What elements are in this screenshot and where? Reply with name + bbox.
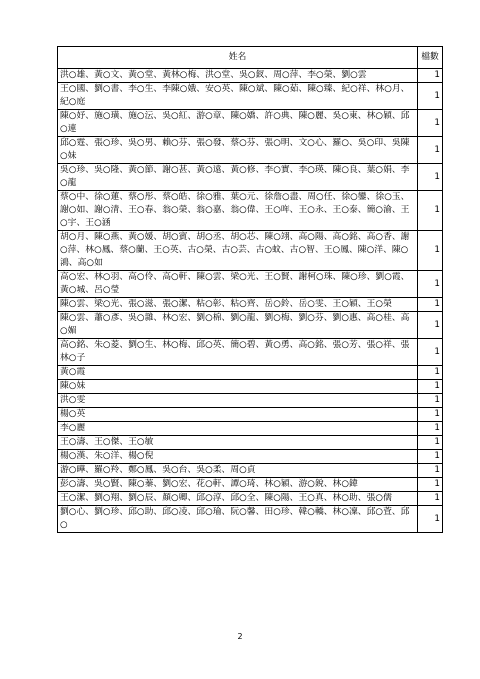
names-cell: 王○國、劉○書、李○生、李陳○娥、安○英、陳○斌、陳○茹、陳○臻、紀○祥、林○月、紀○庭 bbox=[58, 83, 418, 110]
table-row bbox=[58, 339, 443, 366]
table-row bbox=[58, 137, 443, 164]
names-cell: 高○宏、林○羽、高○伶、高○軒、陳○雲、梁○光、王○賢、謝柯○珠、陳○珍、劉○霞、黃○城、呂○瑩 bbox=[58, 271, 418, 298]
names-cell: 洪○雄、黃○文、黃○堂、黃林○梅、洪○堂、吳○釵、周○萍、李○榮、劉○雲 bbox=[58, 69, 418, 83]
table-body bbox=[58, 69, 443, 533]
names-cell: 李○麗 bbox=[58, 422, 418, 436]
count-cell: 1 bbox=[418, 191, 443, 231]
count-cell: 1 bbox=[418, 450, 443, 464]
names-cell: 楊○漢、朱○洋、楊○倪 bbox=[58, 450, 418, 464]
name-column-header: 姓名 bbox=[58, 47, 418, 69]
names-cell: 陳○雲、梁○光、張○滋、張○潔、粘○彰、粘○齊、岳○鈴、岳○雯、王○穎、王○榮 bbox=[58, 298, 418, 312]
count-cell: 1 bbox=[418, 137, 443, 164]
count-cell: 1 bbox=[418, 110, 443, 137]
count-cell: 1 bbox=[418, 312, 443, 339]
count-cell: 1 bbox=[418, 478, 443, 492]
table-row bbox=[58, 436, 443, 450]
count-column-header: 檔數 bbox=[418, 47, 443, 69]
count-cell: 1 bbox=[418, 492, 443, 506]
names-cell: 陳○妹 bbox=[58, 380, 418, 394]
table-header-row bbox=[58, 47, 443, 69]
count-cell: 1 bbox=[418, 408, 443, 422]
count-cell: 1 bbox=[418, 380, 443, 394]
count-cell: 1 bbox=[418, 506, 443, 533]
names-cell: 黃○霞 bbox=[58, 366, 418, 380]
count-cell: 1 bbox=[418, 298, 443, 312]
count-cell: 1 bbox=[418, 339, 443, 366]
count-cell: 1 bbox=[418, 69, 443, 83]
table-row bbox=[58, 506, 443, 533]
table-row bbox=[58, 231, 443, 271]
table-row bbox=[58, 83, 443, 110]
table-row bbox=[58, 366, 443, 380]
count-cell: 1 bbox=[418, 422, 443, 436]
count-cell: 1 bbox=[418, 366, 443, 380]
table-row bbox=[58, 408, 443, 422]
table-row bbox=[58, 312, 443, 339]
table-row bbox=[58, 110, 443, 137]
table-row bbox=[58, 298, 443, 312]
table-row bbox=[58, 478, 443, 492]
names-cell: 陳○雲、蕭○彥、吳○雜、林○宏、劉○棉、劉○龍、劉○梅、劉○芬、劉○惠、高○桂、高○媚 bbox=[58, 312, 418, 339]
table-row bbox=[58, 69, 443, 83]
names-cell: 胡○月、陳○燕、黃○媛、胡○賓、胡○丞、胡○芯、陳○翊、高○陽、高○銘、高○香、謝○萍、林○鳳、蔡○蘭、王○英、古○榮、古○芸、古○蚊、古○智、王○鳳、陳○洋、陳○鴻、高○如 bbox=[58, 231, 418, 271]
names-cell: 邱○霆、張○珍、吳○男、賴○芬、張○發、蔡○芬、張○明、文○心、羅○、吳○印、吳陳○妹 bbox=[58, 137, 418, 164]
names-cell: 吳○珍、吳○隆、黃○節、謝○甚、黃○遠、黃○修、李○實、李○瑛、陳○良、葉○娟、李○龍 bbox=[58, 164, 418, 191]
names-cell: 高○銘、朱○菱、劉○生、林○梅、邱○英、簡○碧、黃○勇、高○銘、張○芳、張○祥、張林○子 bbox=[58, 339, 418, 366]
table-row bbox=[58, 492, 443, 506]
count-cell: 1 bbox=[418, 164, 443, 191]
names-cell: 王○潔、劉○翔、劉○辰、顏○卿、邱○淳、邱○全、陳○陽、王○真、林○助、張○儒 bbox=[58, 492, 418, 506]
names-cell: 蔡○中、徐○蓮、蔡○彤、蔡○皓、徐○雅、葉○元、徐詹○盡、周○任、徐○鑾、徐○玉、謝○如、謝○清、王○春、翁○榮、翁○嘉、翁○偉、王○哖、王○永、王○泰、簡○渝、王○宇、王○涵 bbox=[58, 191, 418, 231]
names-cell: 楊○英 bbox=[58, 408, 418, 422]
names-cell: 陳○妤、施○璜、施○沄、吳○紅、游○章、陳○嬌、許○典、陳○麗、吳○東、林○穎、邱○連 bbox=[58, 110, 418, 137]
names-cell: 游○曄、羅○羚、鄭○鳳、吳○台、吳○柔、周○貞 bbox=[58, 464, 418, 478]
table-row bbox=[58, 394, 443, 408]
count-cell: 1 bbox=[418, 231, 443, 271]
table-row bbox=[58, 271, 443, 298]
count-cell: 1 bbox=[418, 394, 443, 408]
count-cell: 1 bbox=[418, 83, 443, 110]
count-cell: 1 bbox=[418, 464, 443, 478]
count-cell: 1 bbox=[418, 436, 443, 450]
table-row bbox=[58, 422, 443, 436]
table-row bbox=[58, 164, 443, 191]
table-row bbox=[58, 380, 443, 394]
table-row bbox=[58, 191, 443, 231]
table-row bbox=[58, 464, 443, 478]
page-number: 2 bbox=[237, 632, 243, 641]
names-cell: 劉○心、劉○珍、邱○助、邱○凌、邱○瑜、阮○馨、田○珍、韓○轎、林○凜、邱○萓、邱○ bbox=[58, 506, 418, 533]
table-row bbox=[58, 450, 443, 464]
names-cell: 彭○濤、吳○賢、陳○蓁、劉○宏、花○軒、譚○琦、林○穎、游○銳、林○鍏 bbox=[58, 478, 418, 492]
names-cell: 王○濤、王○傑、王○敏 bbox=[58, 436, 418, 450]
count-cell: 1 bbox=[418, 271, 443, 298]
name-count-table bbox=[57, 46, 443, 533]
roster-sheet bbox=[57, 46, 442, 533]
names-cell: 洪○雯 bbox=[58, 394, 418, 408]
